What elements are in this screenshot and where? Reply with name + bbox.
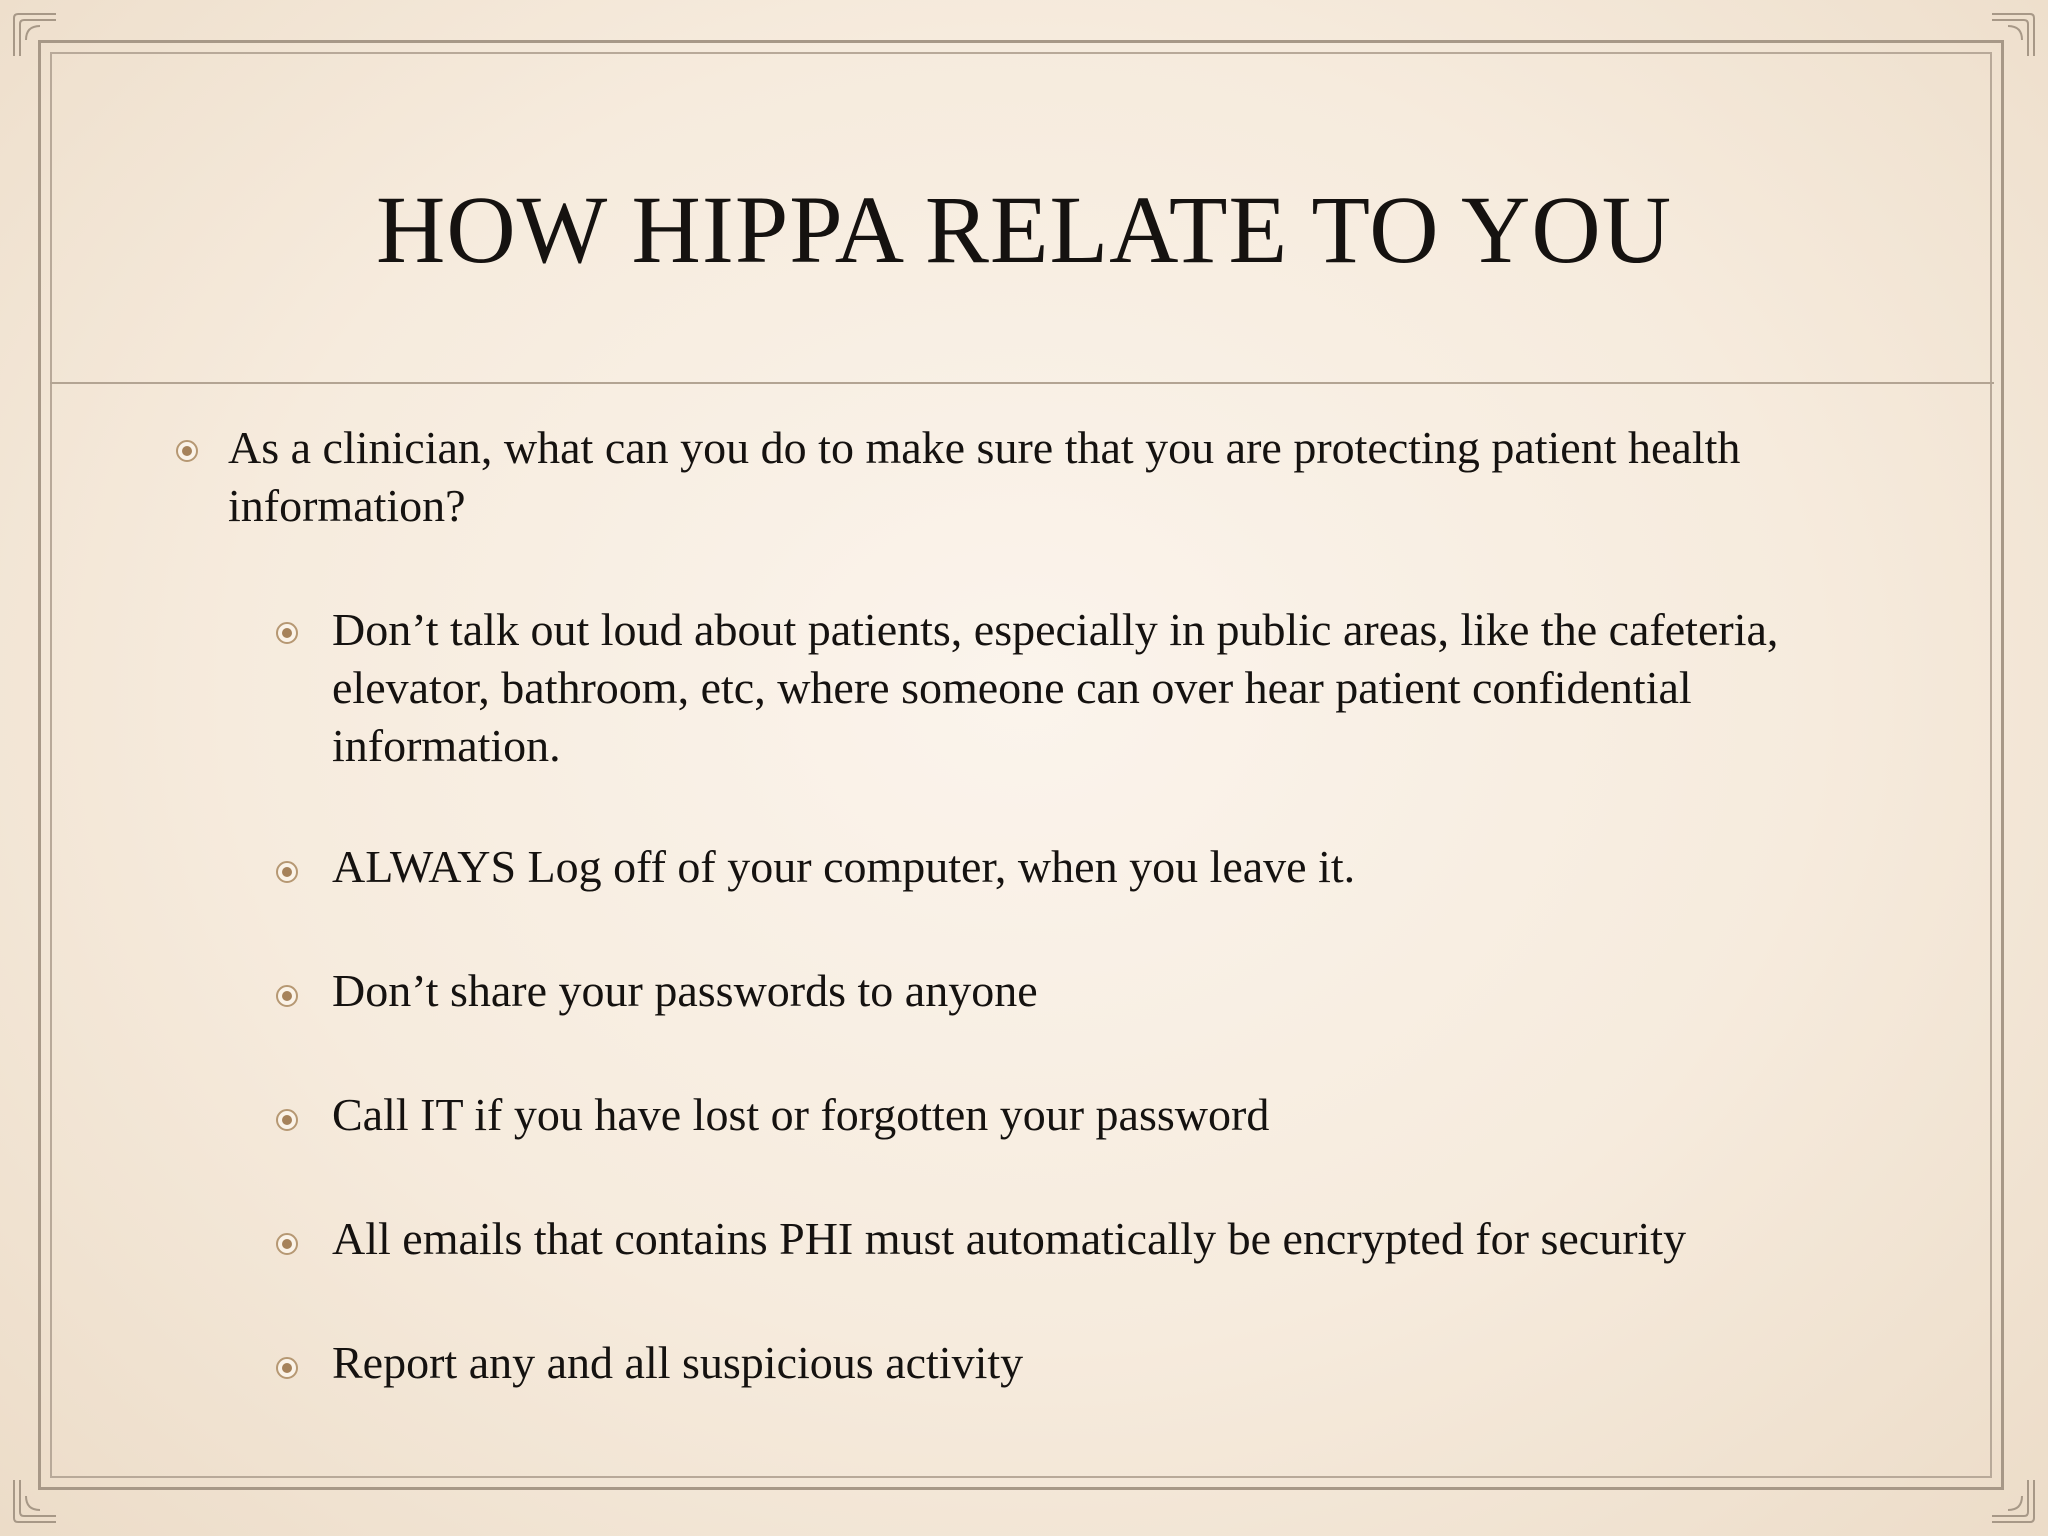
bullet-icon [276,1357,298,1379]
main-bullet-text: As a clinician, what can you do to make sure that you are protecting patient health information? [228,422,1741,531]
corner-ornament-icon [1990,1478,2036,1524]
sub-bullet-text: Report any and all suspicious activity [332,1337,1024,1388]
bullet-icon [276,622,298,644]
bullet-icon [276,1109,298,1131]
bullet-icon [276,861,298,883]
bullet-icon [176,440,198,462]
slide-title: HOW HIPPA RELATE TO YOU [375,176,1673,283]
corner-ornament-icon [12,12,58,58]
corner-ornament-icon [12,1478,58,1524]
bullet-icon [276,985,298,1007]
bullet-icon [276,1233,298,1255]
sub-bullet-text: Don’t talk out loud about patients, especially in public areas, like the cafeteria, elevator, bathroom, etc, where someone can over hear patient confidential information. [332,604,1779,771]
sub-bullet-text: ALWAYS Log off of your computer, when you leave it. [332,841,1356,892]
sub-bullet-text: Don’t share your passwords to anyone [332,965,1038,1016]
title-divider [50,382,1994,384]
sub-bullet-text: All emails that contains PHI must automatically be encrypted for security [332,1213,1687,1264]
corner-ornament-icon [1990,12,2036,58]
sub-bullet-text: Call IT if you have lost or forgotten your password [332,1089,1270,1140]
